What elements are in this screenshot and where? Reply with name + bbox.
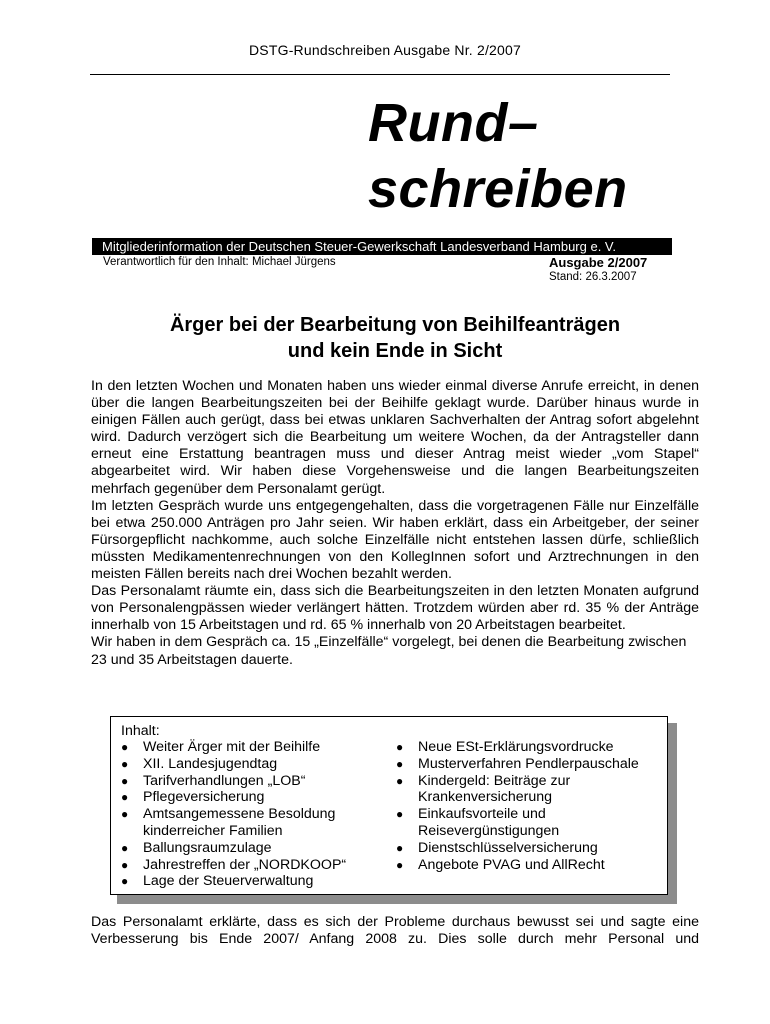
list-item: ● Musterverfahren Pendlerpauschale (396, 756, 661, 773)
list-item: ● XII. Landesjugendtag (121, 756, 386, 773)
headline-line1: Ärger bei der Bearbeitung von Beihilfeanträgen (169, 314, 621, 336)
list-item: ● Amtsangemessene Besoldung kinderreicher Familien (121, 806, 386, 840)
running-header: DSTG-Rundschreiben Ausgabe Nr. 2/2007 (249, 42, 521, 58)
article-headline (90, 312, 700, 364)
article-continuation (91, 914, 699, 948)
list-item: ● Pflegeversicherung (121, 789, 386, 806)
contents-list-left (121, 739, 386, 890)
paragraph: Im letzten Gespräch wurde uns entgegengehalten, dass die vorgetragenen Fälle nur Einzelfälle bei etwa 250.000 Anträgen pro Jahr seien. Wir haben erklärt, dass ein Arbeitgeber, der seiner Fürsorgepflicht nachkomme, auch solche Einzelfälle nicht entstehen lassen dürfe, schließlich müssten Medikamentenrechnungen von den KollegInnen sofort und Arztrechnungen in den meisten Fällen bereits nach drei Wochen bezahlt werden. (91, 497, 699, 583)
list-item: ● Weiter Ärger mit der Beihilfe (121, 739, 386, 756)
list-item: ● Lage der Steuerverwaltung (121, 873, 386, 890)
masthead-title (368, 90, 628, 222)
masthead-title-line1: Rund– (368, 93, 539, 153)
issue-date: Stand: 26.3.2007 (549, 271, 637, 283)
contents-box (110, 716, 668, 895)
list-item: ● Dienstschlüsselversicherung (396, 840, 661, 857)
list-item: ● Einkaufsvorteile und Reisevergünstigungen (396, 806, 661, 840)
member-info-banner: Mitgliederinformation der Deutschen Steuer-Gewerkschaft Landesverband Hamburg e. V. (92, 238, 672, 255)
list-item: ● Kindergeld: Beiträge zur Krankenversicherung (396, 773, 661, 807)
list-item: ● Tarifverhandlungen „LOB“ (121, 773, 386, 790)
article-body (91, 378, 699, 669)
list-item: ● Jahrestreffen der „NORDKOOP“ (121, 857, 386, 874)
paragraph: Wir haben in dem Gespräch ca. 15 „Einzelfälle“ vorgelegt, bei denen die Bearbeitung zwischen 23 und 35 Arbeitstagen dauerte. (91, 634, 687, 668)
list-item: ● Ballungsraumzulage (121, 840, 386, 857)
contents-list-right (396, 739, 661, 873)
paragraph: Das Personalamt räumte ein, dass sich die Bearbeitungszeiten in den letzten Monaten aufgrund von Personalengpässen wieder verlängert hätten. Trotzdem würden aber rd. 35 % der Anträge innerhalb von 15 Arbeitstagen und rd. 65 % innerhalb von 20 Arbeitstagen bearbeitet. (91, 583, 699, 634)
headline-line2: und kein Ende in Sicht (287, 340, 503, 362)
paragraph: In den letzten Wochen und Monaten haben uns wieder einmal diverse Anrufe erreicht, in denen über die langen Bearbeitungszeiten bei der Beihilfe geklagt wurde. Darüber hinaus wurde in einigen Fällen auch gerügt, dass bei etwas unklaren Sachverhalten der Antrag sofort abgelehnt wird. Dadurch verzögert sich die Bearbeitung um weitere Wochen, da der Antragsteller dann erneut eine Erstattung beantragen muss und dieser Antrag meist wieder „vom Stapel“ abgearbeitet wird. Wir haben diese Vorgehensweise und die langen Bearbeitungszeiten mehrfach gegenüber dem Personalamt gerügt. (91, 378, 699, 497)
list-item: ● Angebote PVAG und AllRecht (396, 857, 661, 874)
contents-heading: Inhalt: (121, 723, 160, 739)
header-rule (90, 74, 670, 75)
responsible-line: Verantwortlich für den Inhalt: Michael Jürgens (103, 256, 336, 268)
masthead-title-line2: schreiben (368, 159, 628, 219)
issue-number: Ausgabe 2/2007 (549, 255, 648, 270)
list-item: ● Neue ESt-Erklärungsvordrucke (396, 739, 661, 756)
paragraph: Das Personalamt erklärte, dass es sich der Probleme durchaus bewusst sei und sagte eine Verbesserung bis Ende 2007/ Anfang 2008 zu. Dies solle durch mehr Personal und (91, 914, 699, 948)
